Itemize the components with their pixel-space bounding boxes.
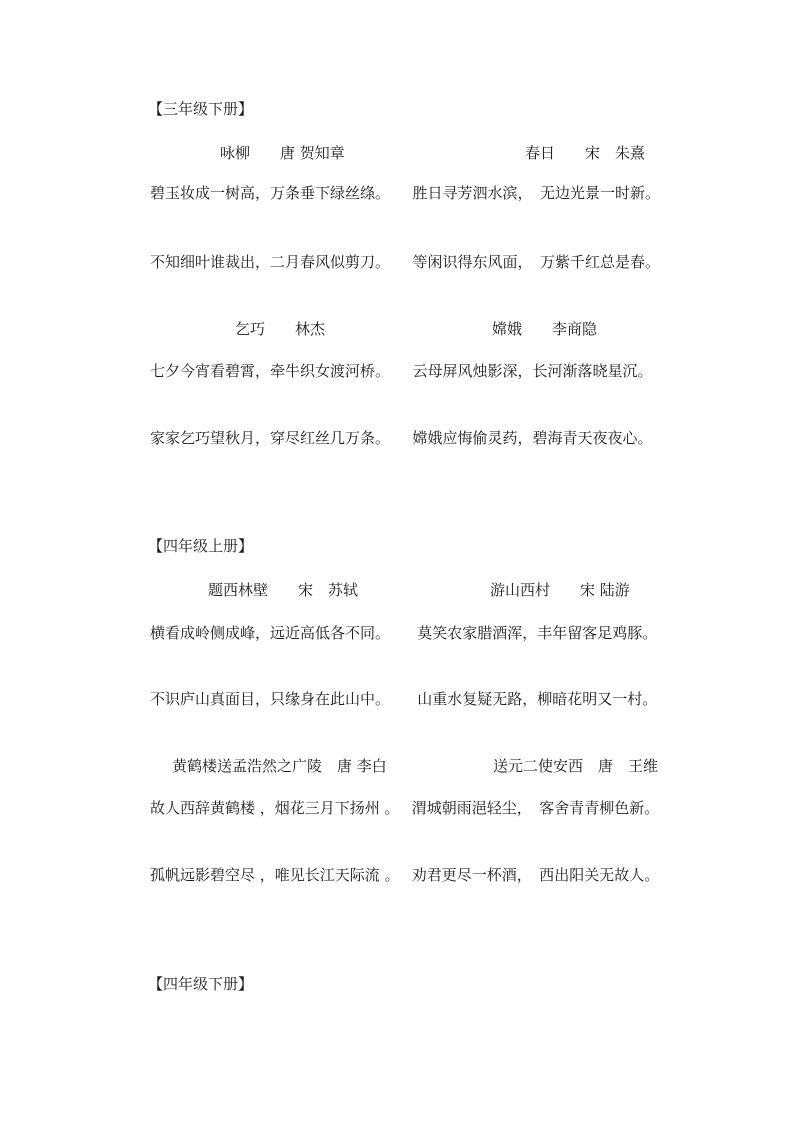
poem-line: 孤帆远影碧空尽 ，唯见长江天际流 。 劝君更尽一杯酒， 西出阳关无故人。 xyxy=(150,866,660,884)
poem-title-left: 咏柳 唐 贺知章 xyxy=(220,144,345,162)
poem-title-row xyxy=(120,143,680,163)
poem-line: 碧玉妆成一树高，万条垂下绿丝绦。 胜日寻芳泗水滨， 无边光景一时新。 xyxy=(150,184,661,202)
poem-line: 家家乞巧望秋月，穿尽红丝几万条。 嫦娥应悔偷灵药，碧海青天夜夜心。 xyxy=(150,429,653,447)
section-heading: 【三年级下册】 xyxy=(148,100,254,118)
section-heading: 【四年级上册】 xyxy=(148,537,254,555)
poem-line: 七夕今宵看碧霄，牵牛织女渡河桥。 云母屏风烛影深，长河渐落晓星沉。 xyxy=(150,362,653,380)
poem-title-left: 乞巧 林杰 xyxy=(235,320,326,338)
poem-line: 横看成岭侧成峰，远近高低各不同。 莫笑农家腊酒浑，丰年留客足鸡豚。 xyxy=(150,624,658,642)
poem-title-right: 送元二使安西 唐 王维 xyxy=(493,757,659,775)
poem-title-row xyxy=(120,756,680,776)
poem-title-left: 题西林壁 宋 苏轼 xyxy=(208,581,359,599)
poem-title-right: 游山西村 宋 陆游 xyxy=(490,581,630,599)
section-heading: 【四年级下册】 xyxy=(148,975,254,993)
poem-title-left: 黄鹤楼送孟浩然之广陵 唐 李白 xyxy=(172,757,387,775)
poem-line: 不识庐山真面目，只缘身在此山中。 山重水复疑无路，柳暗花明又一村。 xyxy=(150,690,658,708)
poem-title-right: 嫦娥 李商隐 xyxy=(492,320,598,338)
poem-title-row xyxy=(120,319,680,339)
poem-title-row xyxy=(120,580,680,600)
poem-line: 不知细叶谁裁出，二月春风似剪刀。 等闲识得东风面， 万紫千红总是春。 xyxy=(150,253,661,271)
poem-title-right: 春日 宋 朱熹 xyxy=(525,144,646,162)
poem-line: 故人西辞黄鹤楼 ，烟花三月下扬州 。 渭城朝雨浥轻尘， 客舍青青柳色新。 xyxy=(150,799,660,817)
